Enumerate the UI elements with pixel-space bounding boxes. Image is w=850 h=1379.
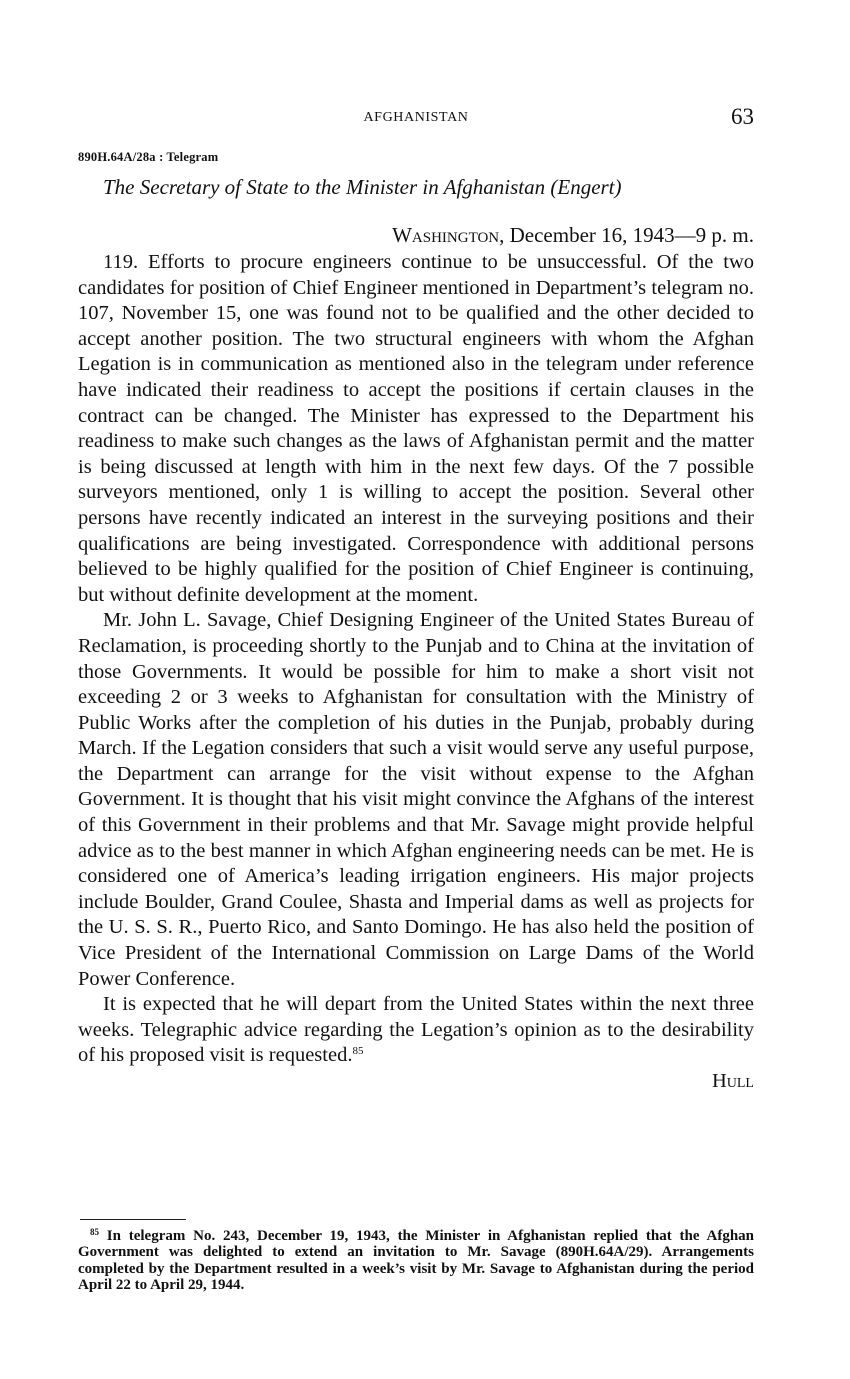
dateline	[392, 223, 754, 248]
paragraph-text: It is expected that he will depart from the United States within the next three weeks. Telegraphic advice regarding the Legation’s opinion as to the desirability of his proposed visit is requested.	[78, 993, 754, 1067]
document-heading: The Secretary of State to the Minister in Afghanistan (Engert)	[103, 175, 622, 199]
paragraph: Mr. John L. Savage, Chief Designing Engineer of the United States Bureau of Reclamation, is proceeding shortly to the Punjab and to China at the invitation of those Governments. It would be possible for him to make a short visit not exceeding 2 or 3 weeks to Afghanistan for consultation with the Ministry of Public Works after the completion of his duties in the Punjab, probably during March. If the Legation considers that such a visit would serve any useful purpose, the Department can arrange for the visit without expense to the Afghan Government. It is thought that his visit might convince the Afghans of the interest of this Government in their problems and that Mr. Savage might provide helpful advice as to the best manner in which Afghan engineering needs can be met. He is considered one of America’s leading irrigation engineers. His major projects include Boulder, Grand Coulee, Shasta and Imperial dams as well as projects for the U. S. S. R., Puerto Rico, and Santo Domingo. He has also held the position of Vice President of the International Commission on Large Dams of the World Power Conference.	[78, 609, 754, 990]
dateline-place: Washington	[392, 223, 500, 247]
footnote-marker: 85	[90, 1227, 99, 1237]
signature: Hull	[711, 1070, 754, 1092]
footnote-reference[interactable]: 85	[352, 1045, 364, 1058]
page-number: 63	[731, 104, 754, 129]
file-number: 890H.64A/28a : Telegram	[78, 150, 219, 164]
dateline-date: , December 16, 1943—9 p. m.	[499, 223, 754, 247]
footnote-divider	[80, 1219, 186, 1220]
footnote-text: In telegram No. 243, December 19, 1943, the Minister in Afghanistan replied that the Afghan Government was delighted to extend an invitation to Mr. Savage (890H.64A/29). Arrangements completed by the Department resulted in a week’s visit by Mr. Savage to Afghanistan during the period April 22 to April 29, 1944.	[78, 1228, 754, 1294]
running-head	[78, 106, 754, 136]
paragraph: 119. Efforts to procure engineers continue to be unsuccessful. Of the two candidates for position of Chief Engineer mentioned in Department’s telegram no. 107, November 15, one was found not to be qualified and the other decided to accept another position. The two structural engineers with whom the Afghan Legation is in communication as mentioned also in the telegram under reference have indicated their readiness to accept the positions if certain clauses in the contract can be changed. The Minister has expressed to the Department his readiness to make such changes as the laws of Afghanistan permit and the matter is being discussed at length with him in the next few days. Of the 7 possible surveyors mentioned, only 1 is willing to accept the position. Several other persons have recently indicated an interest in the surveying positions and their qualifications are being investigated. Correspondence with additional persons believed to be highly qualified for the position of Chief Engineer is continuing, but without definite development at the moment.	[78, 251, 754, 606]
running-title: AFGHANISTAN	[363, 110, 469, 125]
footnote	[78, 1228, 754, 1294]
paragraph	[78, 992, 754, 1069]
telegram-body	[78, 250, 754, 1095]
